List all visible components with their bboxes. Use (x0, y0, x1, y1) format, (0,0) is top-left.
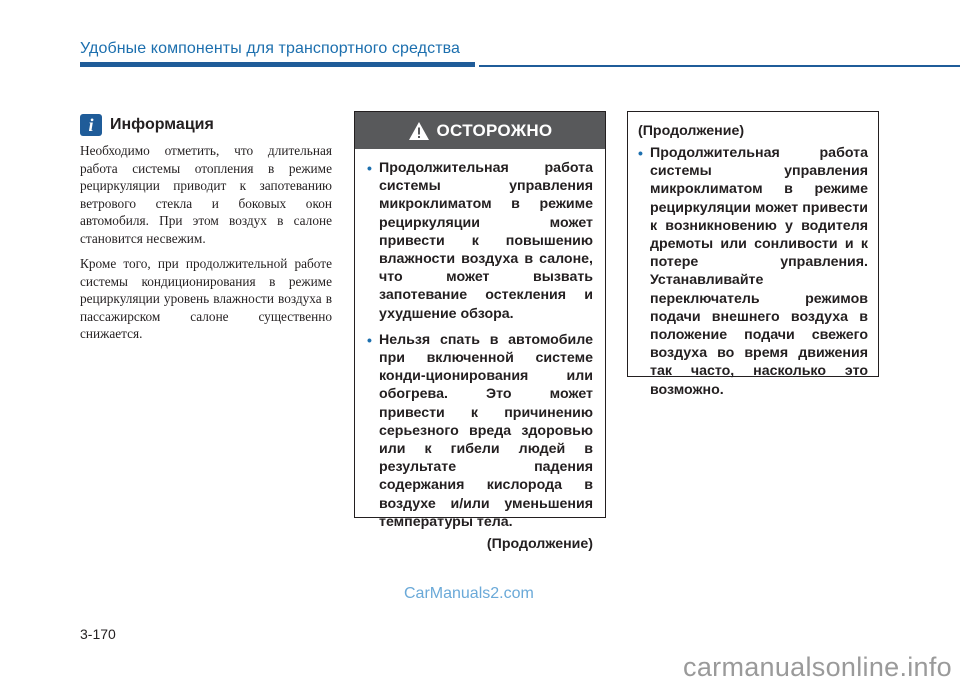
warning-body (355, 149, 605, 553)
warning-bullet (367, 159, 593, 323)
info-section (80, 114, 332, 343)
continued-note: (Продолжение) (486, 536, 593, 553)
header-rule-thick (80, 62, 475, 67)
bullet-icon: • (638, 145, 643, 161)
footer-brand-link[interactable]: carmanualsonline.info (683, 652, 952, 682)
watermark-link[interactable]: CarManuals2.com (404, 585, 534, 602)
warning-triangle-icon (408, 121, 430, 141)
warning-box (354, 111, 606, 553)
header-rule-thin (479, 65, 960, 67)
page-number: 3-170 (80, 626, 116, 642)
info-heading (80, 114, 332, 136)
warning-bullet (367, 331, 593, 531)
bullet-icon: • (367, 160, 372, 176)
info-icon: i (80, 114, 102, 136)
info-title: Информация (110, 116, 214, 133)
section-title: Удобные компоненты для транспортного средства (80, 40, 461, 57)
info-paragraph: Кроме того, при продолжительной работе системы кондиционирования в режиме рециркуляции уровень влажности воздуха в пассажирском салоне существенно снижается. (80, 256, 332, 341)
warning-bullet-text: Нельзя спать в автомобиле при включенной системе конди-ционирования или обогрева. Это может привести к причинению серьезного вреда здоровью или к гибели людей в результате падения содержания кислорода в воздухе и/или уменьшения температуры тела. (379, 331, 593, 530)
continued-label: (Продолжение) (638, 123, 745, 139)
warning-bullet-text: Продолжительная работа системы управления микроклиматом в режиме рециркуляции может привести к повышению влажности воздуха в салоне, что может вызвать запотевание остекления и ухудшение обзора. (379, 160, 593, 322)
warning-header (355, 112, 605, 149)
continued-warning-box (627, 111, 879, 398)
continued-bullet-text: Продолжительная работа системы управления микроклиматом в режиме рециркуляции может привести к возникновению у водителя дремоты или сонливости и к потере управления. Устанавливайте переключатель режимов подачи внешнего воздуха в положение подачи свежего воздуха во время движения так часто, насколько это возможно. (650, 145, 868, 398)
bullet-icon: • (367, 331, 372, 348)
warning-title: ОСТОРОЖНО (436, 120, 553, 140)
continued-bullet (638, 144, 868, 399)
info-paragraph: Необходимо отметить, что длительная работа системы отопления в режиме рециркуляции приводит к запотеванию ветрового стекла и боковых окон автомобиля. При этом воздух в салоне становится несвежим. (80, 143, 332, 246)
